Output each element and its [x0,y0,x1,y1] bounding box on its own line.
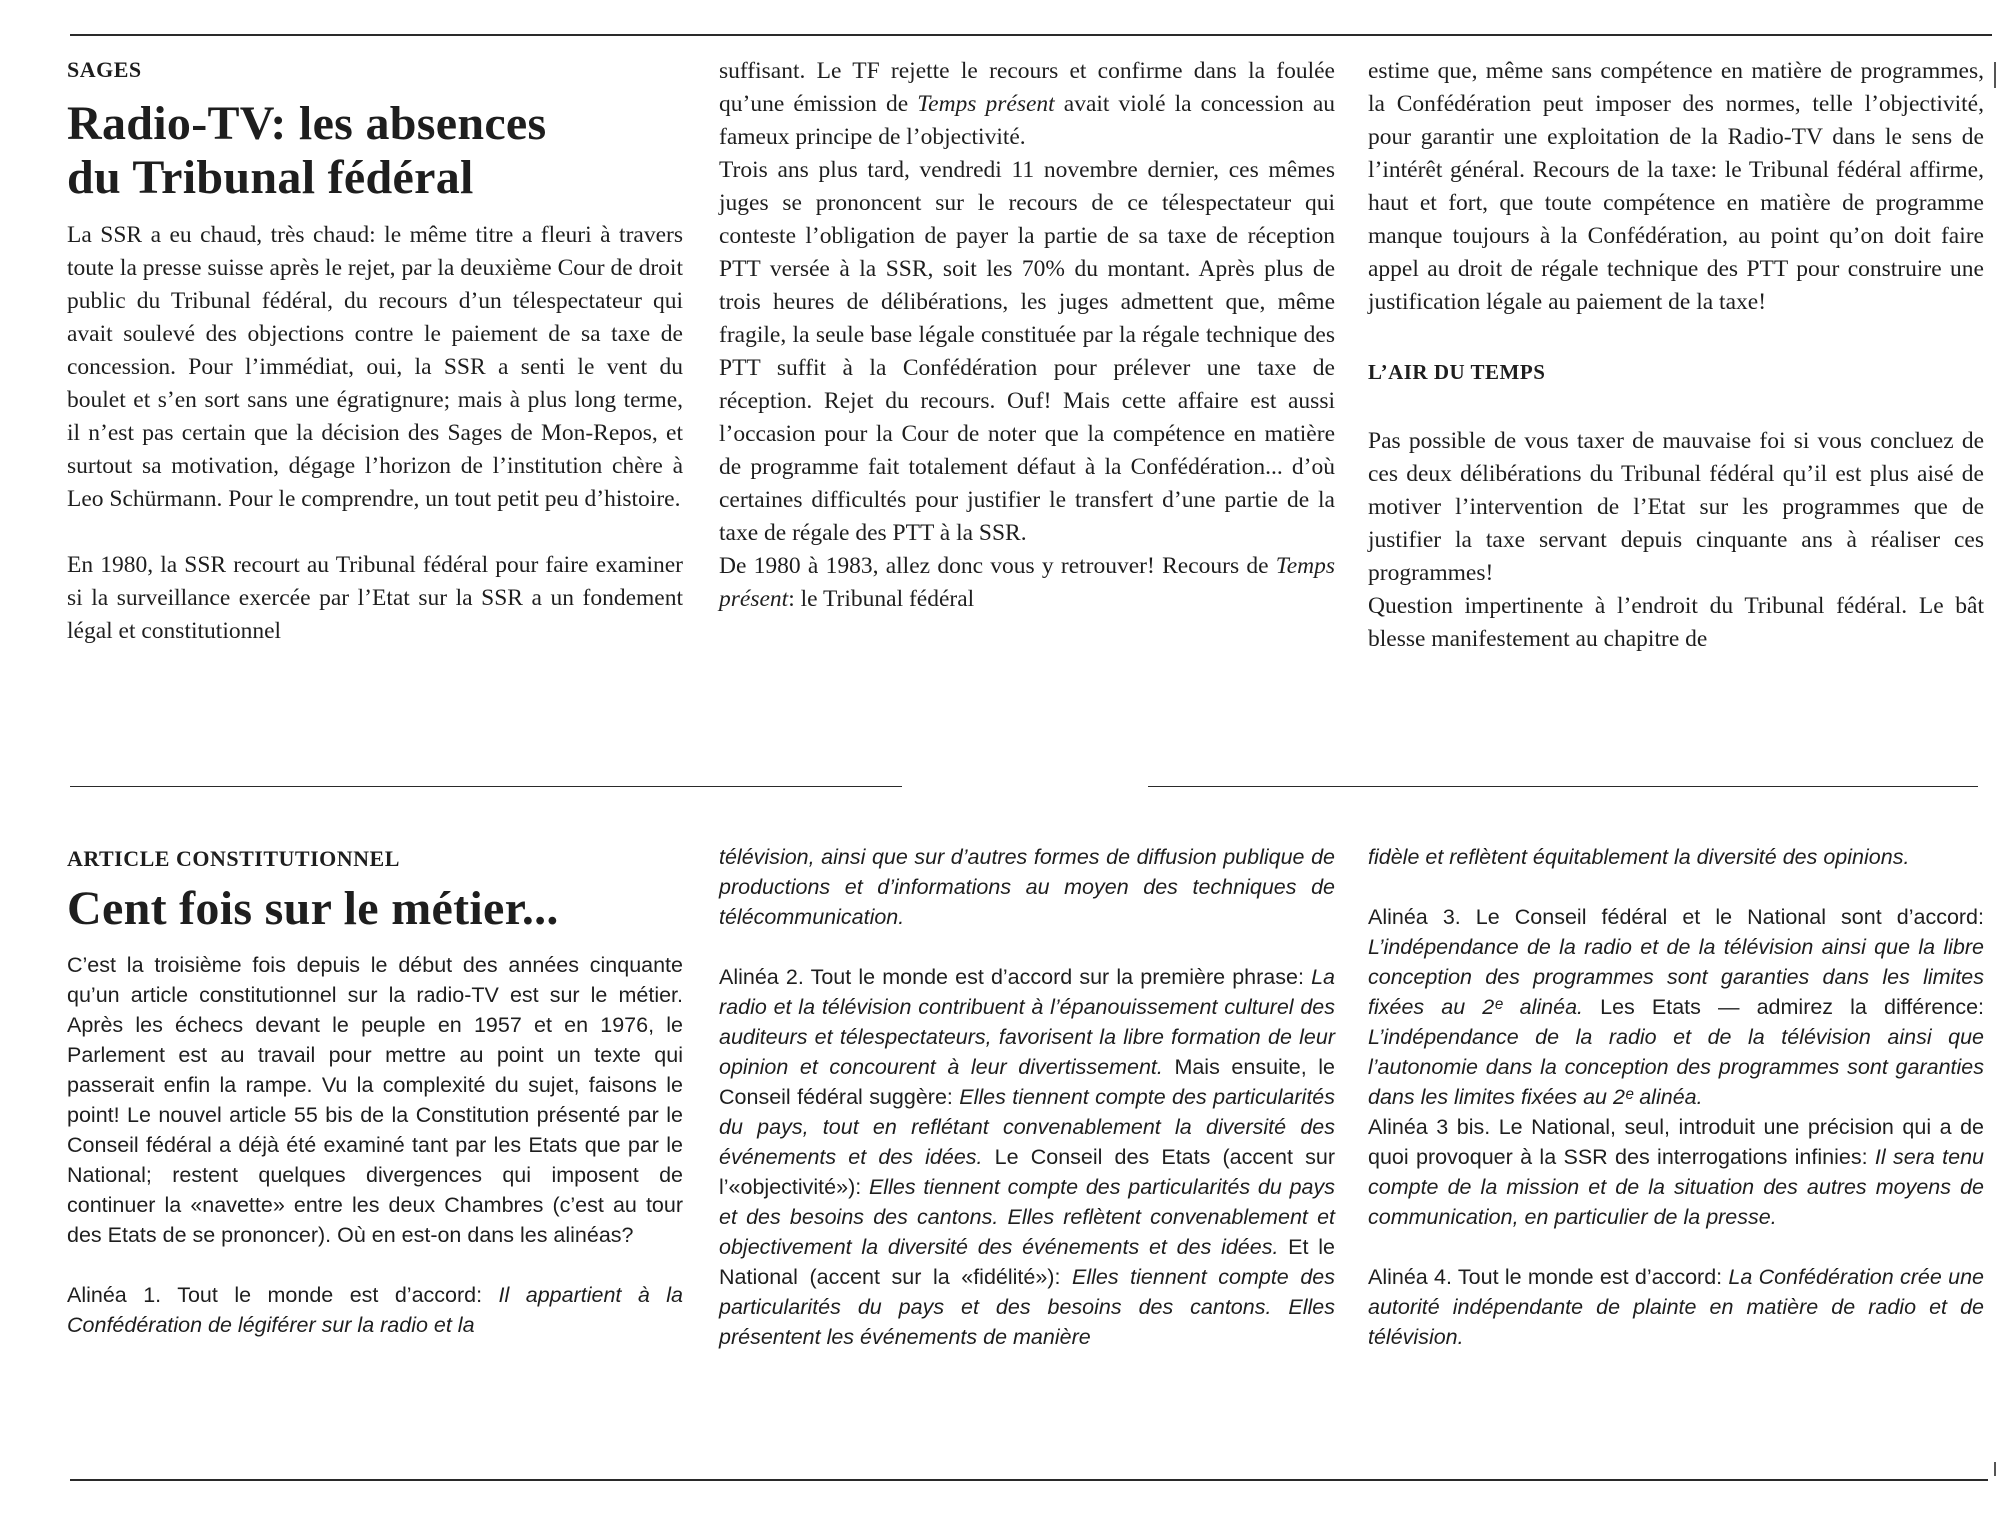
article2-col1-paragraph-2: Alinéa 1. Tout le monde est d’accord: Il appartient à la Confédération de légiférer sur la radio et la [67,1283,683,1337]
article2-kicker: ARTICLE CONSTITUTIONNEL [67,846,400,871]
article2-title: Cent fois sur le métier... [67,882,559,935]
article2-column-1 [67,846,683,1340]
article1-col2-paragraph-2: Trois ans plus tard, vendredi 11 novembre dernier, ces mêmes juges se prononcent sur le recours de ce télespectateur qui conteste l’obligation de payer la partie de sa taxe de réception PTT versée à la SSR, soit les 70% du montant. Après plus de trois heures de délibérations, les juges admettent que, même fragile, la seule base légale constituée par la régale technique des PTT suffit à la Confédération pour prélever une taxe de réception. Rejet du recours. Ouf! Mais cette affaire est aussi l’occasion pour la Cour de noter que la compétence en matière de programme fait totalement défaut à la Confédération... d’où certaines difficultés pour justifier le transfert d’une partie de la taxe de régale des PTT à la SSR. [719,157,1335,546]
top-rule [70,34,1992,36]
edge-mark-bottom [1994,1462,1996,1476]
article2-col3-paragraph-3: Alinéa 3 bis. Le National, seul, introduit une précision qui a de quoi provoquer à la SSR des interrogations infinies: Il sera tenu compte de la mission et de la situation des autres moyens de communication, en particulier de la presse. [1368,1115,1985,1229]
article1-col2-paragraph-3: De 1980 à 1983, allez donc vous y retrouver! Recours de Temps présent: le Tribunal fédéral [719,553,1335,612]
article1-col3-paragraph-2: Pas possible de vous taxer de mauvaise foi si vous concluez de ces deux délibérations du Tribunal fédéral qu’il est plus aisé de motiver l’intervention de l’Etat sur les programmes que de justifier la taxe servant depuis cinquante ans à réaliser ces programmes! [1368,428,1984,586]
bottom-rule [70,1479,1988,1481]
article2-col3-paragraph-4: Alinéa 4. Tout le monde est d’accord: La Confédération crée une autorité indépendante de plainte en matière de radio et de télévision. [1368,1265,1984,1349]
article1-title-line2: du Tribunal fédéral [67,151,474,204]
article1-col3-paragraph-3: Question impertinente à l’endroit du Tribunal fédéral. Le bât blesse manifestement au chapitre de [1368,593,1984,652]
article1-kicker: SAGES [67,57,142,82]
article2-col3-paragraph-1: fidèle et reflètent équitablement la diversité des opinions. [1368,845,1910,869]
article2-col3-paragraph-2: Alinéa 3. Le Conseil fédéral et le National sont d’accord: L’indépendance de la radio et de la télévision ainsi que la libre conception des programmes sont garanties dans les limites fixées au 2ᵉ alinéa. Les Etats — admirez la différence: L’indépendance de la radio et de la télévision ainsi que l’autonomie dans la conception des programmes sont garanties dans les limites fixées au 2ᵉ alinéa. [1368,905,1984,1109]
article1-col3-paragraph-1: estime que, même sans compétence en matière de programmes, la Confédération peut imposer des normes, telle l’objectivité, pour garantir une exploitation de la Radio-TV dans le sens de l’intérêt général. Recours de la taxe: le Tribunal fédéral affirme, haut et fort, que toute compétence en matière de programme manque toujours à la Confédération, au point qu’on doit faire appel au droit de régale technique des PTT pour construire une justification légale au paiement de la taxe! [1368,58,1984,315]
article2-col1-paragraph-1: C’est la troisième fois depuis le début des années cinquante qu’un article constitutionnel sur la radio-TV est sur le métier. Après les échecs devant le peuple en 1957 et en 1976, le Parlement est au travail pour mettre au point un texte qui passerait enfin la rampe. Vu la complexité du sujet, faisons le point! Le nouvel article 55 bis de la Constitution présenté par le Conseil fédéral a déjà été examiné tant par les Etats que par le National; restent quelques divergences qui imposent de continuer la «navette» entre les deux Chambres (c’est au tour des Etats de se prononcer). Où en est-on dans les alinéas? [67,953,683,1247]
article2-column-2 [719,842,1335,1352]
article1-title [67,97,683,205]
article2-col2-paragraph-1: télévision, ainsi que sur d’autres formes de diffusion publique de productions et d’informations au moyen des techniques de télécommunication. [719,845,1335,929]
middle-rule-right [1148,786,1978,787]
article2-col2-paragraph-2: Alinéa 2. Tout le monde est d’accord sur la première phrase: La radio et la télévision contribuent à l’épanouissement culturel des auditeurs et télespectateurs, favorisent la libre formation de leur opinion et concourent à leur divertissement. Mais ensuite, le Conseil fédéral suggère: Elles tiennent compte des particularités du pays, tout en reflétant convenablement la diversité des événements et des idées. Le Conseil des Etats (accent sur l’«objectivité»): Elles tiennent compte des particularités du pays et des besoins des cantons. Elles reflètent convenablement et objectivement la diversité des événements et des idées. Et le National (accent sur la «fidélité»): Elles tiennent compte des particularités du pays et des besoins des cantons. Elles présentent les événements de manière [719,965,1336,1349]
article1-title-line1: Radio-TV: les absences [67,97,547,150]
middle-rule-left [70,786,902,787]
article1-subhead: L’AIR DU TEMPS [1368,360,1546,384]
article1-column-1 [67,57,683,648]
article1-col2-paragraph-1: suffisant. Le TF rejette le recours et confirme dans la foulée qu’une émission de Temps présent avait violé la concession au fameux principe de l’objectivité. [719,58,1335,150]
article1-col1-paragraph-1: La SSR a eu chaud, très chaud: le même titre a fleuri à travers toute la presse suisse après le rejet, par la deuxième Cour de droit public du Tribunal fédéral, du recours d’un télespectateur qui avait soulevé des objections contre le paiement de sa taxe de concession. Pour l’immédiat, oui, la SSR a senti le vent du boulet et s’en sort sans une égratignure; mais à plus long terme, il n’est pas certain que la décision des Sages de Mon-Repos, et surtout sa motivation, dégage l’horizon de l’institution chère à Leo Schürmann. Pour le comprendre, un tout petit peu d’histoire. [67,222,683,512]
edge-mark-top [1994,62,1996,88]
article1-column-3 [1368,55,1984,656]
article2-column-3 [1368,842,1984,1352]
article1-column-2 [719,55,1335,616]
article1-col1-paragraph-2: En 1980, la SSR recourt au Tribunal fédéral pour faire examiner si la surveillance exercée par l’Etat sur la SSR a un fondement légal et constitutionnel [67,552,683,644]
